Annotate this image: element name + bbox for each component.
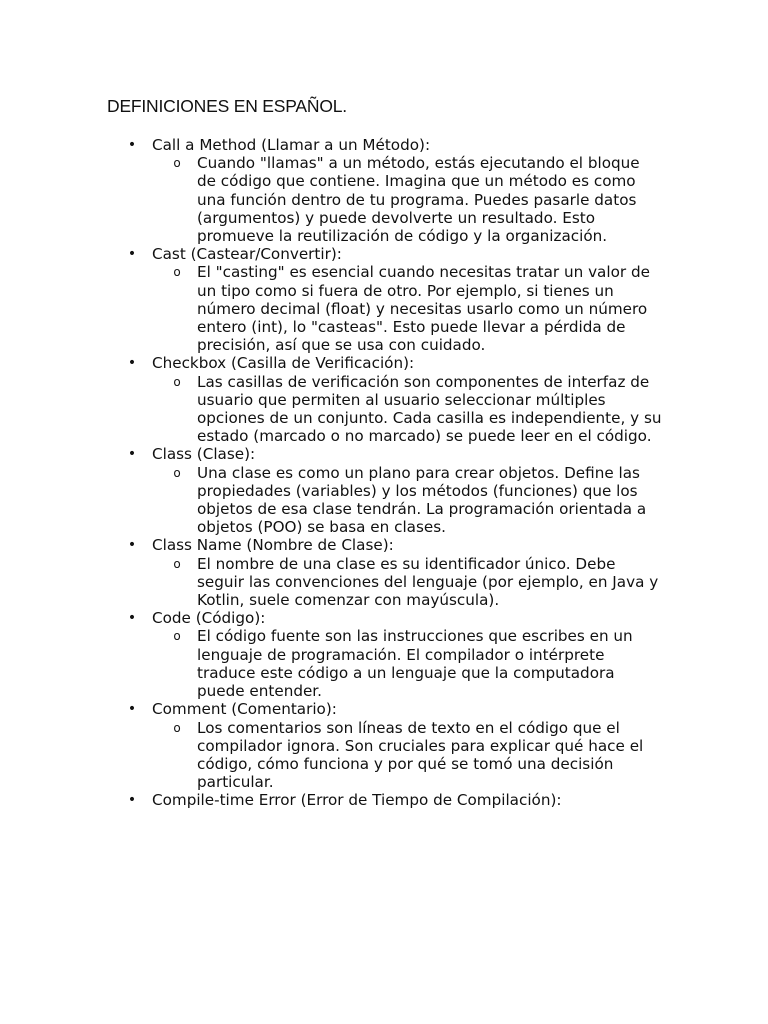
term-heading: Code (Código):	[152, 609, 266, 628]
definition-item	[0, 555, 768, 610]
definition-item	[0, 373, 768, 446]
term-heading: Compile-time Error (Error de Tiempo de Compilación):	[152, 791, 562, 810]
list-item-compile-time-error	[0, 791, 768, 809]
list-item-call-a-method	[0, 136, 768, 245]
definition-text: Las casillas de verificación son componentes de interfaz de usuario que permiten al usuario seleccionar múltiples opciones de un conjunto. Cada casilla es independiente, y su estado (marcado o no marcado) se puede leer en el código.	[197, 372, 662, 446]
sub-bullet-icon: o	[173, 156, 181, 171]
definition-text: Una clase es como un plano para crear objetos. Define las propiedades (variables) y los métodos (funciones) que los objetos de esa clase tendrán. La programación orientada a objetos (POO) se basa en clases.	[197, 463, 647, 537]
definition-item	[0, 719, 768, 792]
list-item-class	[0, 445, 768, 536]
bullet-icon: •	[127, 246, 137, 263]
bullet-icon: •	[127, 355, 137, 372]
definition-text: El nombre de una clase es su identificador único. Debe seguir las convenciones del lenguaje (por ejemplo, en Java y Kotlin, suele comenzar con mayúscula).	[197, 554, 659, 610]
bullet-icon: •	[127, 610, 137, 627]
term-heading: Cast (Castear/Convertir):	[152, 245, 342, 264]
bullet-icon: •	[127, 537, 137, 554]
definition-item	[0, 154, 768, 245]
definition-text: Cuando "llamas" a un método, estás ejecutando el bloque de código que contiene. Imagina que un método es como una función dentro de tu programa. Puedes pasarle datos (argumentos) y puede devolverte un resultado. Esto promueve la reutilización de código y la organización.	[197, 154, 640, 246]
definition-text: Los comentarios son líneas de texto en el código que el compilador ignora. Son cruciales para explicar qué hace el código, cómo funciona y por qué se tomó una decisión particular.	[197, 718, 644, 792]
term-heading: Class Name (Nombre de Clase):	[152, 536, 394, 555]
sub-bullet-icon: o	[173, 629, 181, 644]
definition-item	[0, 263, 768, 354]
definition-item	[0, 464, 768, 537]
list-item-comment	[0, 700, 768, 791]
list-item-cast	[0, 245, 768, 354]
term-heading: Checkbox (Casilla de Verificación):	[152, 354, 415, 373]
definition-text: El código fuente son las instrucciones que escribes en un lenguaje de programación. El compilador o intérprete traduce este código a un lenguaje que la computadora puede entender.	[197, 627, 633, 701]
sub-bullet-icon: o	[173, 720, 181, 735]
term-heading: Class (Clase):	[152, 445, 256, 464]
definition-text: El "casting" es esencial cuando necesitas tratar un valor de un tipo como si fuera de otro. Por ejemplo, si tienes un número decimal (float) y necesitas usarlo como un número entero (int), lo "casteas". Esto puede llevar a pérdida de precisión, así que se usa con cuidado.	[197, 263, 650, 355]
definitions-list	[0, 136, 768, 810]
term-heading: Call a Method (Llamar a un Método):	[152, 136, 431, 154]
term-heading: Comment (Comentario):	[152, 700, 337, 719]
sub-bullet-icon: o	[173, 556, 181, 571]
page-title: DEFINICIONES EN ESPAÑOL.	[107, 96, 347, 116]
definition-item	[0, 627, 768, 700]
sub-bullet-icon: o	[173, 465, 181, 480]
bullet-icon: •	[127, 792, 137, 809]
list-item-code	[0, 609, 768, 700]
list-item-class-name	[0, 536, 768, 609]
sub-bullet-icon: o	[173, 374, 181, 389]
list-item-checkbox	[0, 354, 768, 445]
bullet-icon: •	[127, 701, 137, 718]
bullet-icon: •	[127, 446, 137, 463]
sub-bullet-icon: o	[173, 265, 181, 280]
bullet-icon: •	[127, 137, 137, 153]
